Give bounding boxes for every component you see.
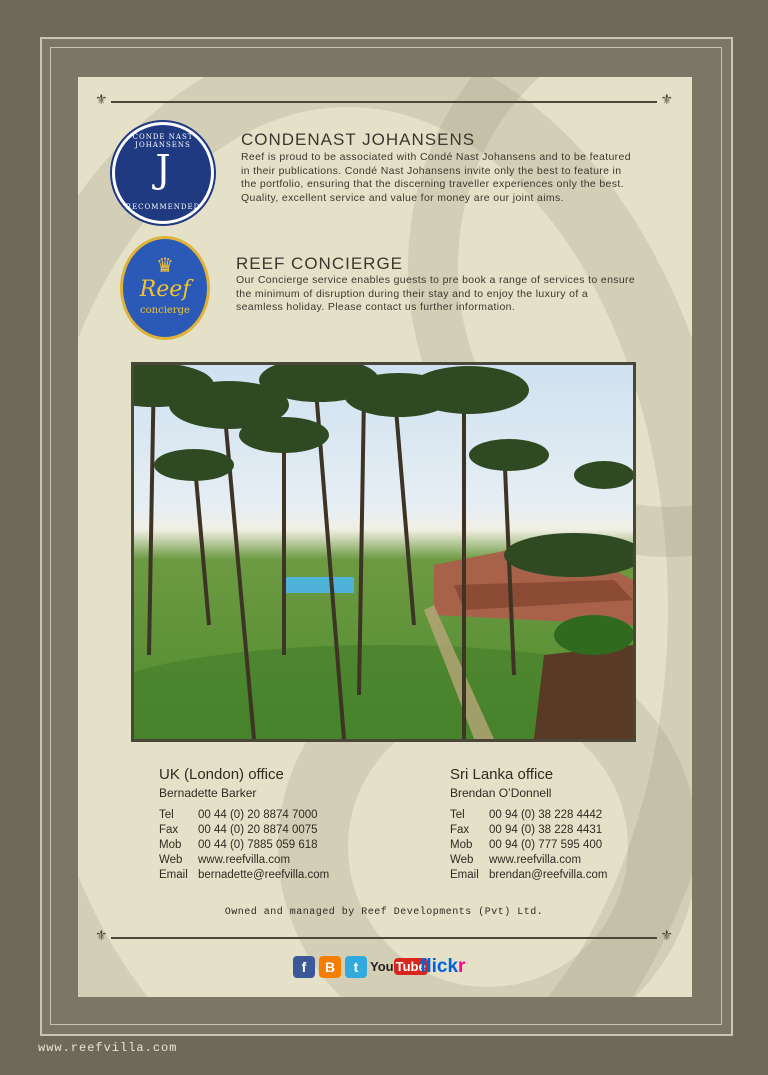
- uk-office-contact: Bernadette Barker: [159, 786, 257, 800]
- palm-garden-illustration: [134, 365, 633, 739]
- text-line: Reef is proud to be associated with Condé Nast Johansens and to be featured: [241, 151, 631, 163]
- sl-office-contact: Brendan O’Donnell: [450, 786, 552, 800]
- badge-ring-bottom: RECOMMENDED: [125, 203, 201, 211]
- facebook-icon[interactable]: f: [293, 956, 315, 978]
- concierge-heading: REEF CONCIERGE: [236, 254, 404, 273]
- text-line: the portfolio, ensuring that the discerning traveller experiences only the best.: [241, 178, 624, 190]
- text-line: seamless holiday. Please contact us further information.: [236, 301, 516, 313]
- row-value: 00 94 (0) 777 595 400: [489, 839, 603, 851]
- flickr-icon[interactable]: [420, 956, 465, 978]
- uk-office-title: UK (London) office: [159, 766, 284, 783]
- row-label: Fax: [450, 824, 470, 836]
- row-value: 00 94 (0) 38 228 4442: [489, 809, 603, 821]
- row-label: Email: [159, 869, 188, 881]
- flickr-pink-text: r: [458, 956, 466, 977]
- text-line: Our Concierge service enables guests to pre book a range of services to ensure: [236, 274, 636, 286]
- email-link[interactable]: bernadette@reefvilla.com: [198, 869, 330, 881]
- twitter-icon[interactable]: t: [345, 956, 367, 978]
- row-label: Fax: [159, 824, 179, 836]
- badge-sub: concierge: [140, 305, 190, 316]
- owned-by-text: Owned and managed by Reef Developments (Pvt) Ltd.: [224, 907, 544, 918]
- row-label: Web: [450, 854, 474, 866]
- row-value: 00 44 (0) 20 8874 0075: [198, 824, 318, 836]
- condenast-body: [241, 151, 631, 205]
- fleur-ornament-icon: ⚜: [95, 92, 108, 108]
- youtube-tube-text: Tube: [395, 959, 426, 974]
- condenast-badge: [112, 122, 214, 224]
- row-value: 00 44 (0) 7885 059 618: [198, 839, 318, 851]
- badge-name: Reef: [139, 277, 191, 302]
- resort-photo: [134, 365, 633, 739]
- row-value: 00 44 (0) 20 8874 7000: [198, 809, 318, 821]
- fleur-ornament-icon: ⚜: [660, 92, 673, 108]
- row-label: Tel: [450, 809, 465, 821]
- fleur-ornament-icon: ⚜: [95, 928, 108, 944]
- row-label: Email: [450, 869, 479, 881]
- text-line: the minimum of disruption during their stay and to enjoy the luxury of a: [236, 287, 589, 300]
- web-link[interactable]: www.reefvilla.com: [489, 854, 582, 866]
- email-link[interactable]: brendan@reefvilla.com: [489, 869, 608, 881]
- youtube-you-text: You: [370, 959, 394, 974]
- row-value: 00 94 (0) 38 228 4431: [489, 824, 603, 836]
- crown-icon: ♛: [156, 253, 174, 277]
- row-label: Web: [159, 854, 183, 866]
- fleur-ornament-icon: ⚜: [660, 928, 673, 944]
- row-label: Mob: [450, 839, 473, 851]
- flickr-blue-text: flick: [420, 956, 459, 977]
- top-divider: [95, 92, 673, 108]
- reef-concierge-badge: [120, 236, 210, 340]
- bottom-divider: [95, 928, 673, 944]
- badge-letter: J: [155, 147, 171, 191]
- concierge-body: [236, 274, 635, 315]
- row-label: Tel: [159, 809, 174, 821]
- text-line: Quality, excellent service and value for money are our joint aims.: [241, 191, 564, 204]
- row-label: Mob: [159, 839, 182, 851]
- badge-ring-top: CONDE NAST JOHANSENS: [132, 133, 194, 149]
- condenast-heading: CONDENAST JOHANSENS: [241, 130, 476, 149]
- text-line: in their publications. Condé Nast Johansens invite only the best to feature in: [241, 164, 622, 177]
- sl-office-title: Sri Lanka office: [450, 766, 554, 783]
- web-link[interactable]: www.reefvilla.com: [198, 854, 291, 866]
- blogger-icon[interactable]: B: [319, 956, 341, 978]
- footer-url[interactable]: www.reefvilla.com: [38, 1041, 178, 1055]
